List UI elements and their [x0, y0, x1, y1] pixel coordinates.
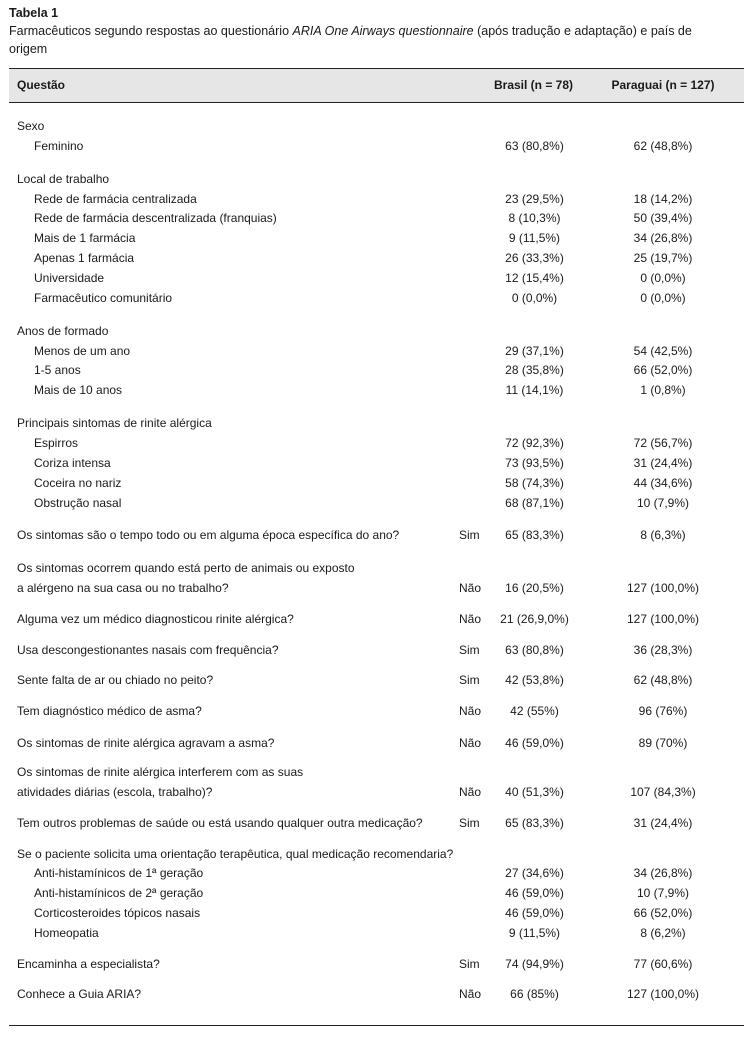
- answer-cell: Não: [459, 987, 482, 1001]
- table-row: [0, 342, 753, 360]
- paraguai-cell: 107 (84,3%): [630, 785, 696, 799]
- brasil-cell: 68 (87,1%): [505, 496, 564, 510]
- brasil-cell: 46 (59,0%): [505, 906, 564, 920]
- brasil-cell: 58 (74,3%): [505, 476, 564, 490]
- brasil-cell: 65 (83,3%): [505, 528, 564, 542]
- table-row: [0, 494, 753, 512]
- table-row: [0, 289, 753, 307]
- header-brasil: Brasil (n = 78): [493, 78, 574, 92]
- paraguai-cell: 0 (0,0%): [640, 271, 686, 285]
- answer-cell: Sim: [459, 528, 480, 542]
- caption-text-start: Farmacêuticos segundo respostas ao questionário: [9, 24, 293, 38]
- paraguai-cell: 10 (7,9%): [636, 886, 690, 900]
- question-cell: Tem outros problemas de saúde ou está usando qualquer outra medicação?: [17, 816, 423, 830]
- paraguai-cell: 62 (48,8%): [633, 673, 693, 687]
- table-header: [9, 69, 744, 102]
- brasil-cell: 42 (53,8%): [505, 673, 564, 687]
- paraguai-cell: 72 (56,7%): [633, 436, 693, 450]
- paraguai-cell: 89 (70%): [638, 736, 688, 750]
- table-row: [0, 414, 753, 432]
- paraguai-cell: 127 (100,0%): [626, 612, 700, 626]
- table-row: [0, 322, 753, 340]
- question-cell: Conhece a Guia ARIA?: [17, 987, 142, 1001]
- table-row: [0, 924, 753, 942]
- table-row: [0, 864, 753, 882]
- brasil-cell: 74 (94,9%): [505, 957, 564, 971]
- question-cell: Menos de um ano: [34, 344, 131, 358]
- paraguai-cell: 127 (100,0%): [626, 987, 700, 1001]
- paraguai-cell: 0 (0,0%): [640, 291, 686, 305]
- paraguai-cell: 127 (100,0%): [626, 581, 700, 595]
- brasil-cell: 29 (37,1%): [505, 344, 564, 358]
- question-cell: Os sintomas de rinite alérgica interferem com as suas: [17, 765, 304, 779]
- brasil-cell: 21 (26,9,0%): [500, 612, 569, 626]
- paraguai-cell: 1 (0,8%): [640, 383, 686, 397]
- question-cell: Usa descongestionantes nasais com frequência?: [17, 643, 279, 657]
- question-cell: Espirros: [34, 436, 79, 450]
- answer-cell: Não: [459, 785, 482, 799]
- question-cell: Os sintomas ocorrem quando está perto de animais ou exposto: [17, 561, 355, 575]
- table-row: [0, 249, 753, 267]
- table-row: [0, 734, 753, 752]
- question-cell: Se o paciente solicita uma orientação terapêutica, qual medicação recomendaria?: [17, 847, 454, 861]
- brasil-cell: 42 (55%): [510, 704, 559, 718]
- table-row: [0, 381, 753, 399]
- table-row: [0, 137, 753, 155]
- table-row: [0, 814, 753, 832]
- bottom-rule: [9, 1025, 744, 1026]
- paraguai-cell: 77 (60,6%): [633, 957, 693, 971]
- brasil-cell: 11 (14,1%): [505, 383, 564, 397]
- table-row: [0, 671, 753, 689]
- caption-text-end: (após tradução e adaptação) e país de: [473, 24, 692, 38]
- answer-cell: Não: [459, 736, 482, 750]
- brasil-cell: 28 (35,8%): [505, 363, 564, 377]
- question-cell: Obstrução nasal: [34, 496, 122, 510]
- paraguai-cell: 36 (28,3%): [633, 643, 693, 657]
- brasil-cell: 46 (59,0%): [505, 886, 564, 900]
- brasil-cell: 27 (34,6%): [505, 866, 564, 880]
- brasil-cell: 46 (59,0%): [505, 736, 564, 750]
- caption-questionnaire-name: ARIA One Airways questionnaire: [292, 24, 474, 38]
- paraguai-cell: 8 (6,2%): [640, 926, 686, 940]
- paraguai-cell: 66 (52,0%): [633, 363, 693, 377]
- table-row: [0, 985, 753, 1003]
- question-cell: Anos de formado: [17, 324, 109, 338]
- paraguai-cell: 25 (19,7%): [633, 251, 693, 265]
- table-row: [0, 190, 753, 208]
- question-cell: Sente falta de ar ou chiado no peito?: [17, 673, 214, 687]
- answer-cell: Não: [459, 704, 482, 718]
- table-caption: [9, 4, 747, 58]
- table-row: [0, 763, 753, 781]
- brasil-cell: 63 (80,8%): [505, 643, 564, 657]
- question-cell: Os sintomas de rinite alérgica agravam a asma?: [17, 736, 275, 750]
- table-row: [0, 474, 753, 492]
- question-cell: Apenas 1 farmácia: [34, 251, 135, 265]
- paraguai-cell: 66 (52,0%): [633, 906, 693, 920]
- brasil-cell: 12 (15,4%): [505, 271, 564, 285]
- brasil-cell: 9 (11,5%): [508, 231, 561, 245]
- brasil-cell: 65 (83,3%): [505, 816, 564, 830]
- question-cell: Tem diagnóstico médico de asma?: [17, 704, 202, 718]
- paraguai-cell: 31 (24,4%): [633, 816, 693, 830]
- question-cell: atividades diárias (escola, trabalho)?: [17, 785, 213, 799]
- question-cell: Rede de farmácia descentralizada (franquias): [34, 211, 277, 225]
- paraguai-cell: 62 (48,8%): [633, 139, 693, 153]
- question-cell: Mais de 10 anos: [34, 383, 123, 397]
- brasil-cell: 66 (85%): [510, 987, 559, 1001]
- brasil-cell: 8 (10,3%): [508, 211, 561, 225]
- table-row: [0, 702, 753, 720]
- table-row: [0, 526, 753, 544]
- header-paraguai: Paraguai (n = 127): [611, 78, 715, 92]
- question-cell: 1-5 anos: [34, 363, 81, 377]
- question-cell: Corticosteroides tópicos nasais: [34, 906, 201, 920]
- answer-cell: Sim: [459, 816, 480, 830]
- question-cell: Coriza intensa: [34, 456, 111, 470]
- answer-cell: Sim: [459, 957, 480, 971]
- question-cell: Alguma vez um médico diagnosticou rinite alérgica?: [17, 612, 294, 626]
- brasil-cell: 72 (92,3%): [505, 436, 564, 450]
- table-title: Tabela 1: [9, 6, 59, 20]
- question-cell: Universidade: [34, 271, 105, 285]
- question-cell: Mais de 1 farmácia: [34, 231, 136, 245]
- question-cell: Os sintomas são o tempo todo ou em alguma época específica do ano?: [17, 528, 400, 542]
- paraguai-cell: 8 (6,3%): [640, 528, 686, 542]
- table-row: [0, 170, 753, 188]
- table-row: [0, 209, 753, 227]
- paraguai-cell: 31 (24,4%): [633, 456, 693, 470]
- paraguai-cell: 54 (42,5%): [633, 344, 693, 358]
- table-row: [0, 955, 753, 973]
- question-cell: Sexo: [17, 119, 45, 133]
- table-row: [0, 610, 753, 628]
- answer-cell: Sim: [459, 673, 480, 687]
- question-cell: Encaminha a especialista?: [17, 957, 160, 971]
- question-cell: Anti-histamínicos de 2ª geração: [34, 886, 204, 900]
- table-row: [0, 229, 753, 247]
- table-row: [0, 884, 753, 902]
- question-cell: Principais sintomas de rinite alérgica: [17, 416, 212, 430]
- paraguai-cell: 50 (39,4%): [633, 211, 693, 225]
- brasil-cell: 16 (20,5%): [505, 581, 564, 595]
- brasil-cell: 9 (11,5%): [508, 926, 561, 940]
- table-row: [0, 434, 753, 452]
- table-row: [0, 845, 753, 863]
- table-row: [0, 783, 753, 801]
- answer-cell: Não: [459, 581, 482, 595]
- brasil-cell: 73 (93,5%): [505, 456, 564, 470]
- table-row: [0, 904, 753, 922]
- brasil-cell: 23 (29,5%): [505, 192, 564, 206]
- table-row: [0, 117, 753, 135]
- paraguai-cell: 18 (14,2%): [633, 192, 693, 206]
- header-rule: [9, 102, 744, 103]
- table-row: [0, 579, 753, 597]
- table-row: [0, 269, 753, 287]
- table-row: [0, 361, 753, 379]
- question-cell: Rede de farmácia centralizada: [34, 192, 197, 206]
- paraguai-cell: 44 (34,6%): [633, 476, 693, 490]
- brasil-cell: 63 (80,8%): [505, 139, 564, 153]
- question-cell: Local de trabalho: [17, 172, 110, 186]
- question-cell: Farmacêutico comunitário: [34, 291, 173, 305]
- question-cell: Anti-histamínicos de 1ª geração: [34, 866, 204, 880]
- question-cell: a alérgeno na sua casa ou no trabalho?: [17, 581, 229, 595]
- table-description: [9, 22, 747, 58]
- table-row: [0, 641, 753, 659]
- paraguai-cell: 34 (26,8%): [633, 866, 693, 880]
- question-cell: Homeopatia: [34, 926, 99, 940]
- answer-cell: Sim: [459, 643, 480, 657]
- brasil-cell: 40 (51,3%): [505, 785, 564, 799]
- header-questao: Questão: [17, 78, 66, 92]
- caption-text-line2: origem: [9, 42, 48, 56]
- answer-cell: Não: [459, 612, 482, 626]
- paraguai-cell: 34 (26,8%): [633, 231, 693, 245]
- paraguai-cell: 96 (76%): [638, 704, 688, 718]
- brasil-cell: 0 (0,0%): [511, 291, 558, 305]
- table-row: [0, 559, 753, 577]
- table-row: [0, 454, 753, 472]
- paraguai-cell: 10 (7,9%): [636, 496, 690, 510]
- brasil-cell: 26 (33,3%): [505, 251, 564, 265]
- question-cell: Coceira no nariz: [34, 476, 122, 490]
- question-cell: Feminino: [34, 139, 84, 153]
